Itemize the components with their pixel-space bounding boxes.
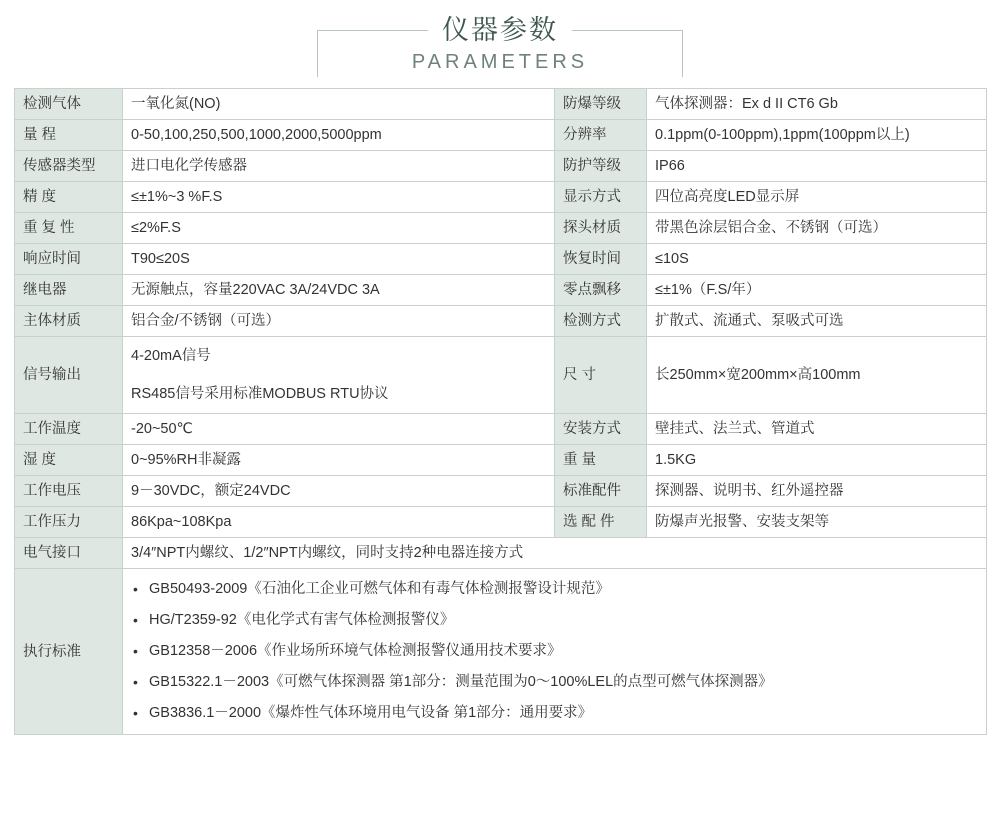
row-label: 继电器 [15, 275, 123, 306]
row-label: 防爆等级 [555, 89, 647, 120]
row-value: 无源触点，容量220VAC 3A/24VDC 3A [123, 275, 555, 306]
row-value: 一氧化氮(NO) [123, 89, 555, 120]
row-label: 工作电压 [15, 476, 123, 507]
row-value: 0~95%RH非凝露 [123, 445, 555, 476]
row-label: 防护等级 [555, 151, 647, 182]
row-value: 探测器、说明书、红外遥控器 [647, 476, 987, 507]
list-item: • GB15322.1－2003《可燃气体探测器 第1部分：测量范围为0～100%LEL的点型可燃气体探测器》 [131, 667, 978, 698]
row-label: 零点飘移 [555, 275, 647, 306]
row-label-electrical-interface: 电气接口 [15, 538, 123, 569]
row-value: 86Kpa~108Kpa [123, 507, 555, 538]
row-label: 重 量 [555, 445, 647, 476]
row-label-standards: 执行标准 [15, 569, 123, 735]
row-value-standards [123, 569, 987, 735]
signal-output-line-2: RS485信号采用标准MODBUS RTU协议 [131, 386, 389, 402]
row-label: 标准配件 [555, 476, 647, 507]
row-label: 显示方式 [555, 182, 647, 213]
row-label: 选 配 件 [555, 507, 647, 538]
row-label: 检测气体 [15, 89, 123, 120]
table-row [15, 89, 987, 120]
list-item: • GB50493-2009《石油化工企业可燃气体和有毒气体检测报警设计规范》 [131, 574, 978, 605]
table-row [15, 306, 987, 337]
list-item: • GB3836.1－2000《爆炸性气体环境用电气设备 第1部分：通用要求》 [131, 698, 978, 729]
table-row [15, 244, 987, 275]
row-label: 探头材质 [555, 213, 647, 244]
row-value: ≤2%F.S [123, 213, 555, 244]
row-label: 量 程 [15, 120, 123, 151]
row-value: 进口电化学传感器 [123, 151, 555, 182]
table-row [15, 414, 987, 445]
row-value: T90≤20S [123, 244, 555, 275]
spec-table [14, 88, 987, 735]
list-item: • GB12358－2006《作业场所环境气体检测报警仪通用技术要求》 [131, 636, 978, 667]
row-value: 9－30VDC，额定24VDC [123, 476, 555, 507]
row-value: ≤±1%~3 %F.S [123, 182, 555, 213]
row-value: 扩散式、流通式、泵吸式可选 [647, 306, 987, 337]
row-value: 气体探测器：Ex d II CT6 Gb [647, 89, 987, 120]
row-label: 传感器类型 [15, 151, 123, 182]
row-label-signal-output: 信号输出 [15, 337, 123, 414]
row-label: 重 复 性 [15, 213, 123, 244]
row-label: 主体材质 [15, 306, 123, 337]
page-subtitle: PARAMETERS [411, 51, 589, 73]
row-value: 1.5KG [647, 445, 987, 476]
table-row [15, 476, 987, 507]
row-label: 安装方式 [555, 414, 647, 445]
row-value: 壁挂式、法兰式、管道式 [647, 414, 987, 445]
row-label: 工作温度 [15, 414, 123, 445]
row-value: 0.1ppm(0-100ppm),1ppm(100ppm以上) [647, 120, 987, 151]
row-label: 工作压力 [15, 507, 123, 538]
row-label: 响应时间 [15, 244, 123, 275]
row-value: IP66 [647, 151, 987, 182]
table-row [15, 120, 987, 151]
standards-list [131, 574, 978, 729]
table-row-standards [15, 569, 987, 735]
signal-output-line-1: 4-20mA信号 [131, 348, 211, 364]
row-value: -20~50℃ [123, 414, 555, 445]
list-item: • HG/T2359-92《电化学式有害气体检测报警仪》 [131, 605, 978, 636]
table-row [15, 213, 987, 244]
row-value-electrical-interface: 3/4″NPT内螺纹、1/2″NPT内螺纹，同时支持2种电器连接方式 [123, 538, 987, 569]
page-title: 仪器参数 [428, 13, 572, 47]
row-value: 防爆声光报警、安装支架等 [647, 507, 987, 538]
row-label: 分辨率 [555, 120, 647, 151]
row-value: 铝合金/不锈钢（可选） [123, 306, 555, 337]
row-value: 带黑色涂层铝合金、不锈钢（可选） [647, 213, 987, 244]
row-label: 湿 度 [15, 445, 123, 476]
page-header [0, 0, 1000, 88]
row-value-signal-output [123, 337, 555, 414]
table-row-electrical-interface [15, 538, 987, 569]
header-inner [320, 13, 680, 75]
row-value: 0-50,100,250,500,1000,2000,5000ppm [123, 120, 555, 151]
table-row [15, 275, 987, 306]
table-row [15, 182, 987, 213]
table-row-signal-output [15, 337, 987, 414]
table-row [15, 151, 987, 182]
spec-table-wrapper [0, 88, 1000, 735]
table-row [15, 507, 987, 538]
row-label: 精 度 [15, 182, 123, 213]
row-value-dimension: 长250mm×宽200mm×高100mm [647, 337, 987, 414]
row-value: ≤10S [647, 244, 987, 275]
row-label: 检测方式 [555, 306, 647, 337]
row-label-dimension: 尺 寸 [555, 337, 647, 414]
row-value: 四位高亮度LED显示屏 [647, 182, 987, 213]
row-value: ≤±1%（F.S/年） [647, 275, 987, 306]
row-label: 恢复时间 [555, 244, 647, 275]
table-row [15, 445, 987, 476]
